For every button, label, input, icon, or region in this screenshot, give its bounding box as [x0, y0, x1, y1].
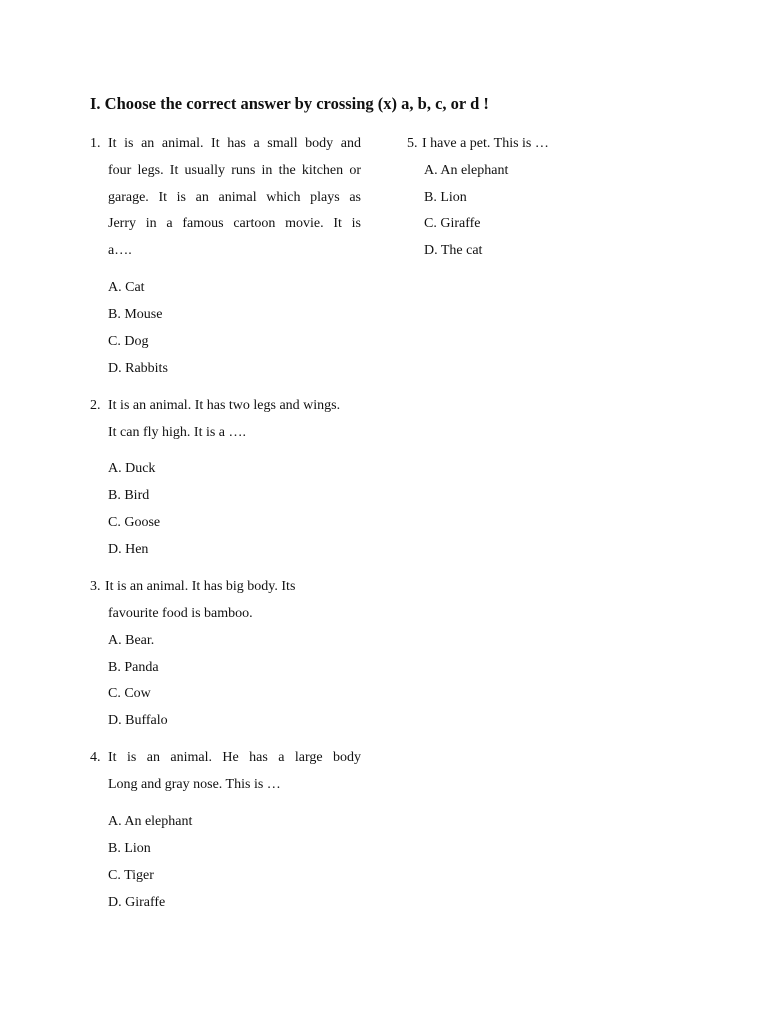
answer-option-a[interactable]: A. Cat — [108, 280, 145, 295]
question-number: 2. — [90, 398, 101, 413]
question-number: 3. — [90, 579, 101, 594]
question-text-line: It is an animal. It has a small body and — [108, 136, 361, 151]
answer-option-c[interactable]: C. Goose — [108, 515, 161, 530]
question-number: 1. — [90, 136, 101, 151]
question-text-line: garage. It is an animal which plays as — [108, 190, 361, 205]
question-text-line: a…. — [108, 243, 132, 258]
question-text-line: favourite food is bamboo. — [108, 606, 253, 621]
question-text-line: It is an animal. It has two legs and wings. — [108, 398, 341, 413]
answer-option-a[interactable]: A. An elephant — [424, 163, 509, 178]
answer-option-d[interactable]: D. Hen — [108, 542, 149, 557]
answer-option-b[interactable]: B. Mouse — [108, 307, 163, 322]
answer-option-b[interactable]: B. Panda — [108, 660, 159, 675]
answer-option-a[interactable]: A. Duck — [108, 461, 156, 476]
question-number: 4. — [90, 750, 101, 765]
answer-option-d[interactable]: D. Buffalo — [108, 713, 168, 728]
question-number: 5. — [407, 136, 418, 151]
answer-option-b[interactable]: B. Lion — [424, 190, 467, 205]
answer-option-c[interactable]: C. Cow — [108, 686, 151, 701]
answer-option-a[interactable]: A. An elephant — [108, 814, 193, 829]
answer-option-d[interactable]: D. Rabbits — [108, 361, 168, 376]
question-text-line: Long and gray nose. This is … — [108, 777, 281, 792]
answer-option-b[interactable]: B. Bird — [108, 488, 150, 503]
question-text-line: Jerry in a famous cartoon movie. It is — [108, 216, 361, 231]
answer-option-b[interactable]: B. Lion — [108, 841, 151, 856]
answer-option-c[interactable]: C. Tiger — [108, 868, 154, 883]
question-text-line: It is an animal. It has big body. Its — [105, 579, 296, 594]
answer-option-a[interactable]: A. Bear. — [108, 633, 155, 648]
answer-option-c[interactable]: C. Dog — [108, 334, 149, 349]
question-text-line: It is an animal. He has a large body — [108, 750, 361, 765]
answer-option-d[interactable]: D. Giraffe — [108, 895, 166, 910]
question-text-line: four legs. It usually runs in the kitchen or — [108, 163, 361, 178]
section-title: I. Choose the correct answer by crossing (x) a, b, c, or d ! — [90, 94, 489, 113]
answer-option-c[interactable]: C. Giraffe — [424, 216, 481, 231]
answer-option-d[interactable]: D. The cat — [424, 243, 483, 258]
question-text-line: I have a pet. This is … — [422, 136, 549, 151]
question-text-line: It can fly high. It is a …. — [108, 425, 247, 440]
